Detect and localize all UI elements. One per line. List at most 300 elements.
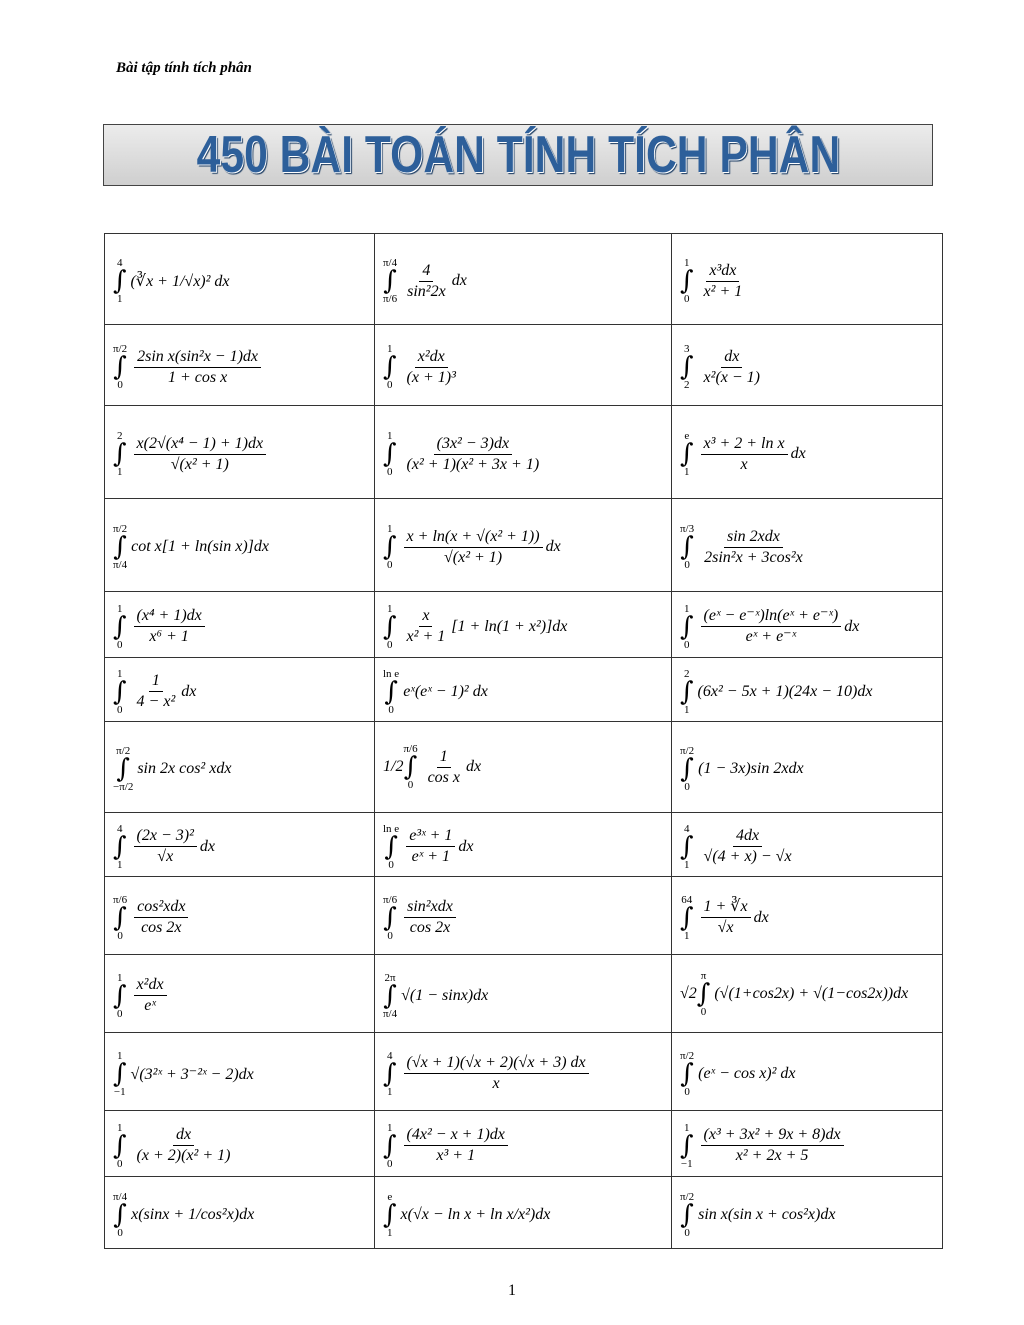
numerator: dx bbox=[721, 348, 742, 368]
integral-icon: ∫ bbox=[384, 831, 398, 862]
lower-limit: 0 bbox=[117, 1007, 123, 1020]
upper-limit: 1 bbox=[387, 602, 393, 615]
integrand: [1 + ln(1 + x²)]dx bbox=[451, 617, 568, 635]
integral-icon: ∫ bbox=[113, 439, 127, 469]
integral-expression bbox=[113, 668, 196, 716]
numerator: (3x² − 3)dx bbox=[434, 435, 512, 455]
numerator: 2sin x(sin²x − 1)dx bbox=[134, 348, 261, 368]
integral-expression bbox=[383, 1050, 592, 1098]
numerator: dx bbox=[173, 1126, 194, 1146]
integral-sign bbox=[113, 1122, 127, 1170]
integral-icon: ∫ bbox=[383, 902, 397, 933]
lower-limit: 1 bbox=[117, 293, 123, 305]
problem-cell bbox=[672, 1033, 943, 1111]
integral-icon: ∫ bbox=[113, 1130, 127, 1161]
problem-cell bbox=[375, 1111, 672, 1177]
integral-expression bbox=[680, 343, 766, 391]
problem-cell bbox=[375, 658, 672, 722]
numerator: x(2√(x⁴ − 1) + 1)dx bbox=[134, 435, 267, 455]
integrand: dx bbox=[753, 908, 769, 926]
problem-cell bbox=[105, 406, 375, 499]
integral-sign bbox=[113, 668, 127, 716]
denominator: 4 − x² bbox=[136, 693, 176, 710]
fraction bbox=[701, 262, 746, 301]
lower-limit: 1 bbox=[684, 703, 690, 716]
integral-expression bbox=[383, 823, 474, 871]
lower-limit: 0 bbox=[117, 1157, 123, 1170]
integrand: √(1 − sinx)dx bbox=[401, 986, 489, 1004]
integrand: sin 2x cos² xdx bbox=[137, 760, 232, 777]
integral-expression bbox=[680, 1191, 835, 1239]
fraction bbox=[134, 976, 167, 1015]
integrand: dx bbox=[790, 445, 806, 462]
upper-limit: π/6 bbox=[403, 743, 418, 755]
upper-limit: 2π bbox=[384, 971, 396, 984]
integral-sign bbox=[680, 523, 694, 571]
problem-row bbox=[105, 592, 943, 658]
integrand: (√(1+cos2x) + √(1−cos2x))dx bbox=[714, 984, 909, 1002]
integral-icon: ∫ bbox=[113, 676, 127, 707]
integrand: dx bbox=[458, 837, 474, 855]
numerator: x²dx bbox=[134, 976, 167, 996]
integral-expression bbox=[383, 430, 545, 478]
integral-sign bbox=[680, 668, 694, 716]
integrand: dx bbox=[844, 617, 860, 635]
integrand: dx bbox=[545, 538, 561, 555]
upper-limit: π/2 bbox=[113, 343, 128, 355]
integral-icon: ∫ bbox=[680, 439, 694, 469]
problem-cell bbox=[672, 234, 943, 325]
page-number: 1 bbox=[508, 1282, 516, 1299]
integral-icon: ∫ bbox=[113, 831, 127, 862]
numerator: 1 + ∛x bbox=[701, 898, 751, 918]
fraction bbox=[134, 827, 197, 866]
fraction bbox=[404, 435, 543, 474]
upper-limit: 64 bbox=[681, 893, 693, 906]
lower-limit: 0 bbox=[117, 703, 123, 716]
lower-limit: 0 bbox=[700, 1005, 707, 1018]
problem-cell bbox=[375, 877, 672, 955]
integral-expression bbox=[680, 257, 748, 305]
coefficient: 1/2 bbox=[383, 758, 404, 775]
integral-sign bbox=[383, 603, 397, 651]
integral-expression bbox=[113, 894, 191, 942]
integral-sign bbox=[113, 603, 127, 651]
integral-icon: ∫ bbox=[113, 352, 127, 382]
fraction bbox=[134, 1126, 234, 1165]
integrand: (∛x + 1/√x)² dx bbox=[130, 273, 230, 290]
problem-cell bbox=[105, 877, 375, 955]
fraction bbox=[134, 348, 261, 387]
upper-limit: 2 bbox=[117, 430, 123, 442]
upper-limit: π bbox=[700, 969, 707, 982]
integral-sign bbox=[113, 972, 127, 1020]
integral-expression bbox=[113, 430, 269, 478]
integral-sign bbox=[383, 430, 397, 478]
upper-limit: π/3 bbox=[680, 523, 695, 535]
problem-row bbox=[105, 1033, 943, 1111]
upper-limit: 2 bbox=[684, 667, 690, 680]
lower-limit: 0 bbox=[387, 929, 393, 942]
lower-limit: 0 bbox=[684, 781, 690, 793]
numerator: (√x + 1)(√x + 2)(√x + 3) dx bbox=[404, 1054, 589, 1074]
integral-sign bbox=[113, 894, 127, 942]
upper-limit: e bbox=[684, 430, 690, 442]
integral-expression bbox=[383, 343, 462, 391]
integral-icon: ∫ bbox=[680, 266, 694, 296]
problems-table bbox=[104, 233, 943, 1249]
integral-expression bbox=[680, 1122, 847, 1170]
fraction bbox=[425, 748, 463, 787]
lower-limit: 0 bbox=[117, 379, 123, 391]
page-header: Bài tập tính tích phân bbox=[116, 60, 252, 76]
problem-row bbox=[105, 658, 943, 722]
upper-limit: 1 bbox=[684, 257, 690, 269]
lower-limit: 0 bbox=[387, 379, 393, 391]
integral-expression bbox=[113, 1122, 236, 1170]
integral-expression bbox=[680, 1050, 796, 1098]
problem-cell bbox=[375, 1177, 672, 1249]
numerator: 1 bbox=[149, 672, 163, 692]
lower-limit: 0 bbox=[117, 638, 123, 651]
integral-expression bbox=[680, 823, 798, 871]
upper-limit: 1 bbox=[684, 1121, 690, 1134]
integrand: sin x(sin x + cos²x)dx bbox=[698, 1205, 836, 1223]
problem-cell bbox=[375, 234, 672, 325]
integrand: x(sinx + 1/cos²x)dx bbox=[131, 1205, 255, 1223]
integral-sign bbox=[697, 970, 711, 1018]
lower-limit: 1 bbox=[684, 858, 690, 871]
integral-sign bbox=[403, 743, 417, 791]
integrand: √(3²ˣ + 3⁻²ˣ − 2)dx bbox=[130, 1065, 254, 1083]
integral-icon: ∫ bbox=[680, 754, 694, 784]
integral-icon: ∫ bbox=[113, 266, 127, 296]
problem-cell bbox=[375, 592, 672, 658]
numerator: (2x − 3)² bbox=[134, 827, 197, 847]
problem-cell bbox=[672, 1111, 943, 1177]
problem-row bbox=[105, 499, 943, 592]
integrand: cot x[1 + ln(sin x)]dx bbox=[131, 538, 269, 555]
banner-title: 450 BÀI TOÁN TÍNH TÍCH PHÂN bbox=[196, 126, 840, 184]
lower-limit: 0 bbox=[684, 559, 690, 571]
integral-sign bbox=[680, 343, 694, 391]
problem-cell bbox=[375, 813, 672, 877]
upper-limit: π/6 bbox=[113, 893, 128, 906]
denominator: cos 2x bbox=[409, 919, 451, 936]
lower-limit: 1 bbox=[117, 466, 123, 478]
problem-cell bbox=[375, 722, 672, 813]
integral-expression bbox=[113, 257, 230, 305]
integral-sign bbox=[680, 603, 694, 651]
fraction bbox=[701, 827, 795, 866]
lower-limit: 0 bbox=[684, 1085, 690, 1098]
denominator: cos x bbox=[427, 768, 461, 786]
integral-expression bbox=[113, 1191, 254, 1239]
problem-cell bbox=[672, 722, 943, 813]
fraction bbox=[701, 435, 788, 474]
denominator: √x bbox=[717, 919, 734, 936]
integral-expression bbox=[383, 603, 567, 651]
integral-sign bbox=[383, 1122, 397, 1170]
upper-limit: 1 bbox=[117, 1121, 123, 1134]
integral-sign bbox=[383, 668, 399, 716]
upper-limit: 1 bbox=[387, 523, 393, 535]
integral-expression bbox=[680, 603, 859, 651]
integral-icon: ∫ bbox=[383, 266, 397, 296]
integral-icon: ∫ bbox=[680, 352, 694, 382]
denominator: √(x² + 1) bbox=[170, 455, 229, 473]
numerator: x bbox=[419, 607, 432, 627]
integral-icon: ∫ bbox=[680, 532, 694, 562]
fraction bbox=[404, 1126, 508, 1165]
lower-limit: 0 bbox=[388, 858, 394, 871]
denominator: x bbox=[740, 455, 748, 473]
integral-expression bbox=[113, 823, 215, 871]
lower-limit: 0 bbox=[684, 638, 690, 651]
fraction bbox=[701, 348, 763, 387]
integral-expression bbox=[680, 970, 908, 1018]
problem-cell bbox=[375, 955, 672, 1033]
numerator: (eˣ − e⁻ˣ)ln(eˣ + e⁻ˣ) bbox=[701, 607, 842, 627]
denominator: x³ + 1 bbox=[436, 1147, 476, 1164]
integral-sign bbox=[680, 257, 694, 305]
numerator: (4x² − x + 1)dx bbox=[404, 1126, 508, 1146]
fraction bbox=[701, 607, 842, 646]
lower-limit: π/4 bbox=[383, 1007, 398, 1020]
upper-limit: 4 bbox=[117, 257, 123, 269]
problem-cell bbox=[672, 592, 943, 658]
integral-sign bbox=[680, 894, 694, 942]
upper-limit: π/2 bbox=[113, 523, 128, 535]
denominator: eˣ + 1 bbox=[411, 848, 451, 865]
lower-limit: 0 bbox=[388, 703, 394, 716]
lower-limit: 0 bbox=[684, 293, 690, 305]
integral-expression bbox=[383, 972, 488, 1020]
fraction bbox=[404, 348, 459, 387]
integral-icon: ∫ bbox=[383, 980, 397, 1011]
upper-limit: 4 bbox=[387, 1049, 393, 1062]
numerator: 1 bbox=[437, 748, 451, 768]
fraction bbox=[701, 898, 751, 937]
integral-icon: ∫ bbox=[680, 1199, 694, 1230]
problem-row bbox=[105, 1111, 943, 1177]
fraction bbox=[404, 262, 449, 301]
problem-row bbox=[105, 813, 943, 877]
denominator: x² + 2x + 5 bbox=[735, 1147, 809, 1164]
integral-sign bbox=[383, 972, 397, 1020]
denominator: cos 2x bbox=[141, 919, 182, 936]
integral-icon: ∫ bbox=[113, 1058, 127, 1089]
lower-limit: 0 bbox=[407, 779, 414, 791]
lower-limit: −1 bbox=[113, 1085, 126, 1098]
problem-row bbox=[105, 955, 943, 1033]
integral-expression bbox=[383, 523, 561, 571]
fraction bbox=[404, 607, 449, 646]
problem-row bbox=[105, 1177, 943, 1249]
problem-cell bbox=[105, 813, 375, 877]
denominator: x² + 1 bbox=[406, 628, 446, 645]
numerator: x³dx bbox=[706, 262, 739, 282]
integral-expression bbox=[113, 603, 208, 651]
integral-icon: ∫ bbox=[680, 831, 694, 862]
problem-cell bbox=[375, 499, 672, 592]
integral-sign bbox=[383, 894, 397, 942]
problem-cell bbox=[375, 1033, 672, 1111]
problem-cell bbox=[672, 406, 943, 499]
coefficient: √2 bbox=[680, 984, 697, 1002]
title-banner bbox=[103, 124, 933, 186]
integral-expression bbox=[383, 1122, 511, 1170]
numerator: x³ + 2 + ln x bbox=[701, 435, 788, 455]
denominator: (x + 2)(x² + 1) bbox=[136, 1147, 231, 1164]
integral-icon: ∫ bbox=[383, 1199, 397, 1230]
numerator: 4 bbox=[419, 262, 433, 282]
integral-icon: ∫ bbox=[403, 752, 418, 782]
integral-icon: ∫ bbox=[680, 1058, 694, 1089]
problem-row bbox=[105, 722, 943, 813]
integrand: (eˣ − cos x)² dx bbox=[698, 1064, 796, 1082]
problem-cell bbox=[105, 499, 375, 592]
problem-row bbox=[105, 406, 943, 499]
denominator: sin²2x bbox=[407, 282, 446, 300]
integral-sign bbox=[113, 1050, 127, 1098]
fraction bbox=[701, 1126, 844, 1165]
upper-limit: π/6 bbox=[383, 893, 398, 906]
integral-sign bbox=[113, 745, 133, 793]
problem-cell bbox=[672, 499, 943, 592]
problem-cell bbox=[105, 325, 375, 406]
fraction bbox=[404, 528, 543, 567]
integral-sign bbox=[383, 523, 397, 571]
upper-limit: 1 bbox=[684, 602, 690, 615]
problem-cell bbox=[672, 658, 943, 722]
problem-row bbox=[105, 325, 943, 406]
problem-cell bbox=[105, 955, 375, 1033]
integrand: dx bbox=[181, 682, 197, 700]
problem-cell bbox=[105, 592, 375, 658]
denominator: √(x² + 1) bbox=[443, 548, 503, 566]
integral-icon: ∫ bbox=[113, 980, 127, 1011]
integral-expression bbox=[383, 257, 467, 305]
lower-limit: π/6 bbox=[383, 293, 398, 305]
lower-limit: 1 bbox=[684, 929, 690, 942]
integral-icon: ∫ bbox=[113, 611, 127, 642]
integral-expression bbox=[113, 745, 231, 793]
integral-expression bbox=[680, 430, 806, 478]
integrand: x(√x − ln x + ln x/x²)dx bbox=[400, 1205, 551, 1223]
numerator: cos²xdx bbox=[134, 898, 188, 918]
integral-sign bbox=[113, 823, 127, 871]
integral-icon: ∫ bbox=[383, 1130, 397, 1161]
upper-limit: 4 bbox=[117, 822, 123, 835]
problem-cell bbox=[672, 325, 943, 406]
integral-icon: ∫ bbox=[383, 532, 397, 562]
problem-row bbox=[105, 234, 943, 325]
denominator: eˣ bbox=[144, 997, 156, 1014]
lower-limit: 1 bbox=[117, 858, 123, 871]
integral-icon: ∫ bbox=[116, 754, 130, 784]
problem-cell bbox=[375, 325, 672, 406]
integral-expression bbox=[113, 523, 269, 571]
integral-sign bbox=[680, 823, 694, 871]
problem-row bbox=[105, 877, 943, 955]
denominator: √x bbox=[157, 848, 174, 865]
integral-expression bbox=[113, 972, 170, 1020]
numerator: sin²xdx bbox=[404, 898, 456, 918]
fraction bbox=[134, 672, 179, 711]
denominator: x⁶ + 1 bbox=[149, 628, 189, 645]
integral-sign bbox=[113, 1191, 127, 1239]
integral-sign bbox=[680, 745, 694, 793]
integrand: dx bbox=[466, 758, 482, 775]
upper-limit: π/2 bbox=[680, 1190, 695, 1203]
integral-expression bbox=[680, 523, 809, 571]
integral-sign bbox=[113, 343, 127, 391]
integrand: (1 − 3x)sin 2xdx bbox=[698, 760, 804, 777]
integral-expression bbox=[113, 1050, 254, 1098]
lower-limit: 0 bbox=[387, 1157, 393, 1170]
integral-icon: ∫ bbox=[383, 439, 397, 469]
problem-cell bbox=[672, 813, 943, 877]
integral-sign bbox=[383, 343, 397, 391]
fraction bbox=[701, 528, 806, 567]
denominator: (x² + 1)(x² + 3x + 1) bbox=[406, 455, 540, 473]
fraction bbox=[134, 607, 205, 646]
integral-expression bbox=[383, 668, 488, 716]
integral-sign bbox=[680, 1050, 694, 1098]
integral-expression bbox=[680, 894, 769, 942]
upper-limit: ln e bbox=[383, 667, 400, 680]
integral-icon: ∫ bbox=[680, 902, 694, 933]
numerator: 4dx bbox=[733, 827, 762, 847]
integral-sign bbox=[113, 257, 127, 305]
integral-sign bbox=[113, 430, 127, 478]
denominator: eˣ + e⁻ˣ bbox=[745, 628, 797, 645]
upper-limit: 1 bbox=[117, 602, 123, 615]
denominator: 2sin²x + 3cos²x bbox=[704, 548, 803, 566]
integral-icon: ∫ bbox=[680, 676, 694, 707]
upper-limit: 1 bbox=[117, 667, 123, 680]
problem-cell bbox=[105, 1111, 375, 1177]
problem-cell bbox=[105, 1033, 375, 1111]
upper-limit: π/2 bbox=[680, 745, 695, 757]
lower-limit: 0 bbox=[117, 929, 123, 942]
integral-icon: ∫ bbox=[383, 611, 397, 642]
integrand: eˣ(eˣ − 1)² dx bbox=[403, 682, 488, 700]
lower-limit: 0 bbox=[387, 638, 393, 651]
numerator: (x³ + 3x² + 9x + 8)dx bbox=[701, 1126, 844, 1146]
upper-limit: 1 bbox=[387, 343, 393, 355]
denominator: 1 + cos x bbox=[167, 368, 228, 386]
fraction bbox=[134, 435, 267, 474]
problem-cell bbox=[105, 722, 375, 813]
integral-icon: ∫ bbox=[113, 532, 127, 562]
lower-limit: 0 bbox=[387, 466, 393, 478]
integral-expression bbox=[383, 743, 481, 791]
lower-limit: 1 bbox=[684, 466, 690, 478]
problem-cell bbox=[105, 1177, 375, 1249]
problem-cell bbox=[672, 955, 943, 1033]
problem-cell bbox=[105, 658, 375, 722]
fraction bbox=[406, 827, 455, 866]
integral-sign bbox=[383, 823, 399, 871]
integral-icon: ∫ bbox=[696, 978, 711, 1009]
problem-cell bbox=[672, 1177, 943, 1249]
integral-sign bbox=[383, 1050, 397, 1098]
integral-sign bbox=[383, 257, 397, 305]
upper-limit: π/2 bbox=[680, 1049, 695, 1062]
integral-expression bbox=[113, 343, 264, 391]
